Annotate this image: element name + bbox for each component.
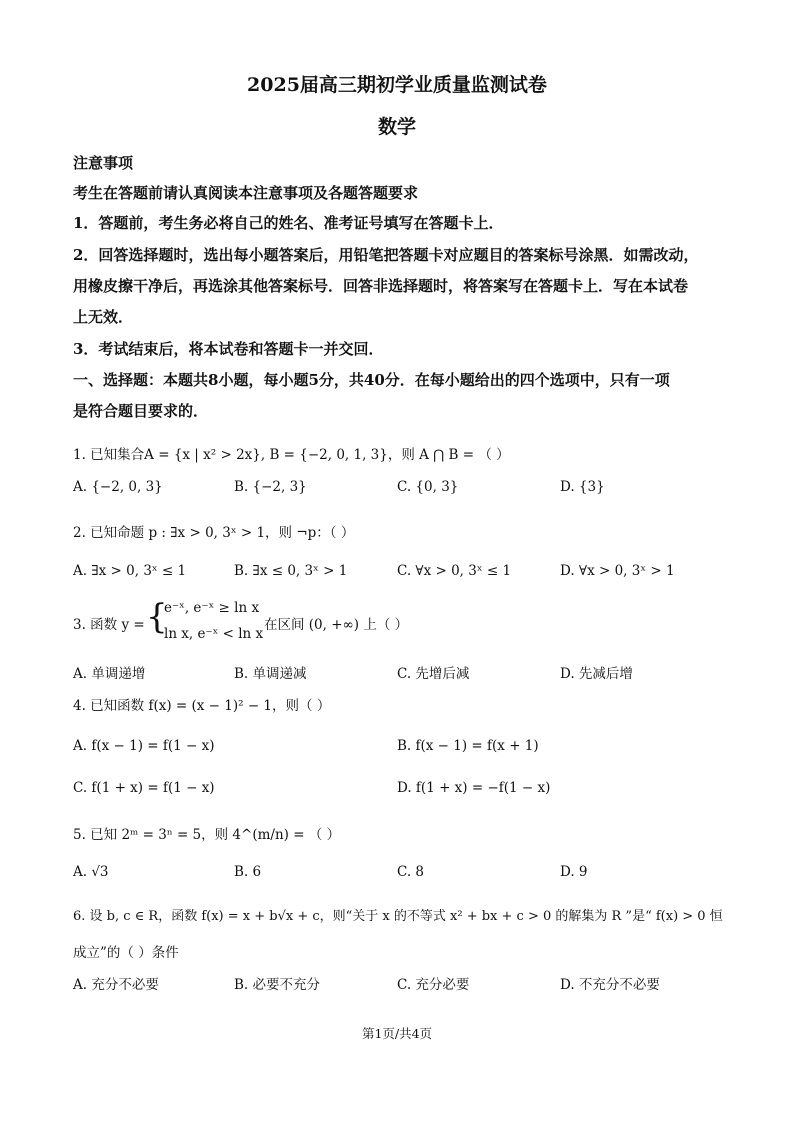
q5-option-b: B. 6: [234, 864, 262, 880]
notice-item-1: 1．答题前，考生务必将自己的姓名、准考证号填写在答题卡上．: [73, 214, 504, 232]
notice-item-2: 2．回答选择题时，选出每小题答案后，用铅笔把答题卡对应题目的答案标号涂黑．如需改动，: [73, 246, 699, 264]
q6-option-a: A. 充分不必要: [73, 977, 159, 993]
q3-option-d: D. 先减后增: [560, 666, 633, 682]
question-4-stem: 4. 已知函数 f(x) = (x − 1)² − 1，则（ ）: [73, 698, 331, 714]
q1-option-d: D. {3}: [560, 479, 605, 495]
q2-option-a: A. ∃x > 0, 3ˣ ≤ 1: [73, 563, 187, 579]
q1-option-b: B. {−2, 3}: [234, 479, 307, 495]
notice-item-2-cont: 用橡皮擦干净后，再选涂其他答案标号．回答非选择题时，将答案写在答题卡上．写在本试卷: [73, 277, 689, 295]
q1-option-a: A. {−2, 0, 3}: [73, 479, 163, 495]
q6-option-d: D. 不充分不必要: [560, 977, 660, 993]
q6-option-c: C. 充分必要: [397, 977, 470, 993]
notice-item-3: 3．考试结束后，将本试卷和答题卡一并交回．: [73, 340, 384, 358]
q5-option-d: D. 9: [560, 864, 588, 880]
exam-title: 2025届高三期初学业质量监测试卷: [247, 74, 547, 96]
piecewise-brace: {: [146, 597, 168, 637]
notice-intro: 考生在答题前请认真阅读本注意事项及各题答题要求: [73, 184, 419, 202]
q5-option-c: C. 8: [397, 864, 425, 880]
q2-option-b: B. ∃x ≤ 0, 3ˣ > 1: [234, 563, 348, 579]
question-3-suffix: 在区间 (0, +∞) 上（ ）: [264, 617, 409, 633]
question-3-case-2: ln x, e⁻ˣ < ln x: [164, 626, 264, 642]
q1-option-c: C. {0, 3}: [397, 479, 459, 495]
q3-option-b: B. 单调递减: [234, 666, 307, 682]
section-heading: 一、选择题：本题共8小题，每小题5分，共40分．在每小题给出的四个选项中，只有一项: [73, 371, 670, 389]
subject-title: 数学: [377, 116, 416, 138]
question-5-stem: 5. 已知 2ᵐ = 3ⁿ = 5，则 4^(m/n) = （ ）: [73, 827, 341, 843]
q4-option-c: C. f(1 + x) = f(1 − x): [73, 780, 215, 796]
q5-option-a: A. √3: [73, 864, 109, 880]
question-3-case-1: e⁻ˣ, e⁻ˣ ≥ ln x: [164, 600, 260, 616]
question-3-prefix: 3. 函数 y =: [73, 617, 145, 633]
q4-option-a: A. f(x − 1) = f(1 − x): [73, 738, 215, 754]
page-footer: 第1页/共4页: [361, 1026, 433, 1041]
q4-option-d: D. f(1 + x) = −f(1 − x): [397, 780, 551, 796]
notice-heading: 注意事项: [73, 154, 134, 172]
q4-option-b: B. f(x − 1) = f(x + 1): [397, 738, 539, 754]
question-2-stem: 2. 已知命题 p : ∃x > 0, 3ˣ > 1，则 ¬p：（ ）: [73, 525, 355, 541]
question-6-stem: 6. 设 b, c ∈ R，函数 f(x) = x + b√x + c，则“关于 x 的不等式 x² + bx + c > 0 的解集为 R ”是“ f(x) > 0 恒: [73, 909, 723, 924]
section-heading-cont: 是符合题目要求的．: [73, 402, 209, 420]
q2-option-d: D. ∀x > 0, 3ˣ > 1: [560, 563, 675, 579]
question-6-stem-cont: 成立”的（ ）条件: [73, 945, 179, 961]
question-1-stem: 1. 已知集合A = {x | x² > 2x}, B = {−2, 0, 1, 3}，则 A ⋂ B = （ ）: [73, 447, 510, 463]
q6-option-b: B. 必要不充分: [234, 977, 321, 993]
q3-option-a: A. 单调递增: [73, 666, 146, 682]
notice-item-2-end: 上无效．: [73, 308, 134, 326]
q3-option-c: C. 先增后减: [397, 666, 470, 682]
q2-option-c: C. ∀x > 0, 3ˣ ≤ 1: [397, 563, 512, 579]
